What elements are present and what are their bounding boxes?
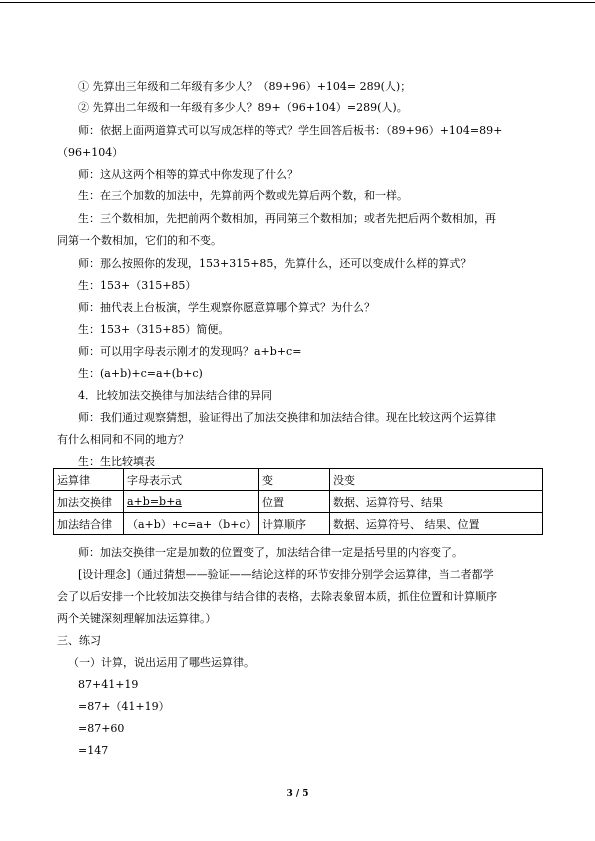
text-line: 师：这从这两个相等的算式中你发现了什么？ — [78, 168, 298, 181]
text-line: 生：在三个加数的加法中，先算前两个数或先算后两个数，和一样。 — [78, 189, 408, 202]
table-header-cell: 字母表示式 — [124, 469, 259, 491]
text-line: 同第一个数相加，它们的和不变。 — [57, 234, 222, 247]
text-line: 师：抽代表上台板演，学生观察你愿意算哪个算式？为什么？ — [78, 301, 375, 314]
text-line: （96+104） — [57, 146, 124, 159]
text-line: 师：依据上面两道算式可以写成怎样的等式？学生回答后板书：（89+96）+104=89+ — [78, 124, 503, 137]
text-line: 生：153+（315+85）简便。 — [78, 323, 230, 336]
text-line: ② 先算出二年级和一年级有多少人？89+（96+104）=289(人)。 — [78, 101, 408, 114]
top-rule — [0, 2, 595, 3]
table-cell: a+b=b+a — [124, 491, 259, 513]
section-heading: 4．比较加法交换律与加法结合律的异同 — [78, 389, 272, 402]
table-header-cell: 运算律 — [54, 469, 124, 491]
text-line: 生：生比较填表 — [78, 455, 155, 468]
table-cell: 数据、运算符号、结果 — [330, 491, 543, 513]
table-header-cell: 变 — [259, 469, 330, 491]
page-number: 3 / 5 — [286, 789, 309, 799]
text-line: 生：153+（315+85） — [78, 279, 197, 292]
design-note: [设计理念]（通过猜想——验证——结论这样的环节安排分别学会运算律，当二者都学 — [78, 568, 494, 581]
text-line: 师：我们通过观察猜想，验证得出了加法交换律和加法结合律。现在比较这两个运算律 — [78, 411, 496, 424]
math-step: 87+41+19 — [78, 678, 139, 691]
text-line: 生：三个数相加，先把前两个数相加，再同第三个数相加；或者先把后两个数相加，再 — [78, 212, 496, 225]
exercise-heading: （一）计算，说出运用了哪些运算律。 — [68, 656, 255, 669]
section-heading: 三、练习 — [57, 634, 101, 647]
table-cell: 数据、运算符号、 结果、位置 — [330, 513, 543, 535]
text-line: 师：可以用字母表示刚才的发现吗？a+b+c= — [78, 345, 302, 358]
table-row — [54, 491, 543, 513]
table-header-row — [54, 469, 543, 491]
math-step: =87+60 — [78, 722, 125, 735]
text-line: 生：(a+b)+c=a+(b+c) — [78, 367, 203, 380]
table-cell: 加法结合律 — [54, 513, 124, 535]
math-step: =87+（41+19） — [78, 700, 170, 713]
table-cell: （a+b）+c=a+（b+c） — [124, 513, 259, 535]
text-line: 师：加法交换律一定是加数的位置变了，加法结合律一定是括号里的内容变了。 — [78, 546, 463, 559]
text-line: 有什么相同和不同的地方？ — [57, 433, 189, 446]
table-cell: 位置 — [259, 491, 330, 513]
design-note: 会了以后安排一个比较加法交换律与结合律的表格，去除表象留本质，抓住位置和计算顺序 — [57, 590, 497, 603]
table-cell: 计算顺序 — [259, 513, 330, 535]
table-cell: 加法交换律 — [54, 491, 124, 513]
text-line: ① 先算出三年级和二年级有多少人？（89+96）+104= 289(人)； — [78, 80, 412, 93]
table-row — [54, 513, 543, 535]
comparison-table — [53, 468, 543, 535]
text-line: 师：那么按照你的发现，153+315+85，先算什么，还可以变成什么样的算式？ — [78, 257, 472, 270]
math-step: =147 — [78, 744, 109, 757]
table-header-cell: 没变 — [330, 469, 543, 491]
design-note: 两个关键深刻理解加法运算律。） — [57, 612, 217, 625]
